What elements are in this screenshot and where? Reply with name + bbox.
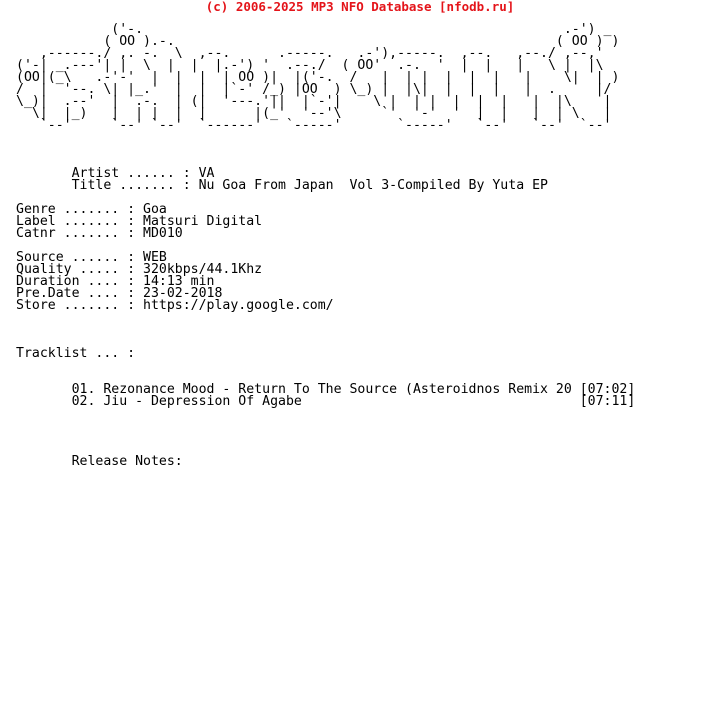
site-credit-header: (c) 2006-2025 MP3 NFO Database [nfodb.ru] bbox=[205, 0, 515, 14]
nfo-text-body: ('-. .-') _ ( OO ).-. ( OO ) ) ,------./ ,. -. \ ,--. .-----. .-'),-----. ,--. ,--./ ,--,' ('-| _.---'| | \ | | |.-') ' .--./ ( OO' .-. ' | | | \ | |\ (OO|(_\ .-'-' | | | | OO )| |('-. / | | | | | | | \| | ) / | '--. \| |_.' | | |`-' /_) |OO ) \_) | |\| | | | | . |/ \_)| .--' | .-. | (| '---.'|| |`-'| \ | | | | | | | |\ | \| |_) | | | | | |(_' '--'\ `' '-' ' | | | | \ | `--' `--' `--' `------' `-----' `-----' `--' `--' `--' Artist ...... : VA Title ....... : Nu Goa From Japan Vol 3-Compiled By Yuta EP Genre ....... : Goa Label ....... : Matsuri Digital Catnr ....... : MD010 Source ...... : WEB Quality ..... : 320kbps/44.1Khz Duration .... : 14:13 min Pre.Date .... : 23-02-2018 Store ....... : https://play.google.com/ Tracklist ... : 01. Rezonance Mood - Return To The Source (Asteroidnos Remix 20 [07:02] 02. Jiu - Depression Of Agabe [07:11] Release Notes: bbox=[16, 22, 636, 469]
